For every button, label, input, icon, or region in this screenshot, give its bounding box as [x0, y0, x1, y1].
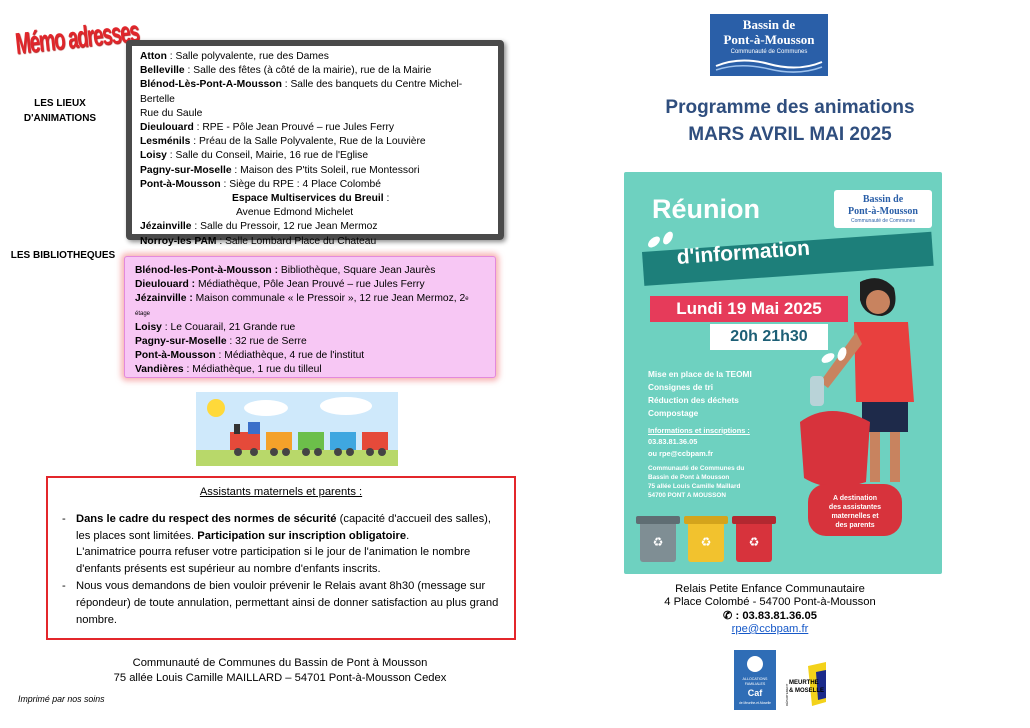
poster-topics	[648, 368, 808, 420]
relais-name: Relais Petite Enfance Communautaire	[675, 583, 865, 595]
train-illustration	[196, 392, 398, 466]
dash-bullet: -	[62, 512, 66, 525]
assistants-bold: Dans le cadre du respect des normes de sécurité	[76, 512, 337, 525]
svg-text:♻: ♻	[748, 535, 760, 549]
lieu-name: Dieulouard	[140, 122, 194, 134]
biblio-detail: : 32 rue de Serre	[226, 336, 307, 348]
poster-address-line: 54700 PONT A MOUSSON	[648, 492, 727, 499]
memo-adresses-title: Mémo adresses	[13, 15, 141, 61]
biblio-name: Pont-à-Mousson	[135, 350, 216, 362]
lieu-detail: : Salle du Pressoir, 12 rue Jean Mermoz	[191, 221, 378, 233]
biblio-detail: Médiathèque, Pôle Jean Prouvé – rue Jules Ferry	[195, 279, 425, 291]
biblio-line	[135, 264, 485, 278]
leaf-icon	[814, 342, 854, 372]
biblio-line	[135, 349, 485, 363]
assistants-item	[60, 578, 502, 628]
lieu-sub-line	[140, 192, 490, 206]
lieu-name: Lesménils	[140, 136, 191, 148]
ccbpam-line: 75 allée Louis Camille MAILLARD – 54701 Pont-à-Mousson Cedex	[113, 672, 447, 684]
lieux-label-line2: D'ANIMATIONS	[23, 113, 97, 124]
dash-bullet: -	[62, 579, 66, 592]
poster-topic: Réduction des déchets	[648, 395, 739, 405]
wheel-icon	[378, 448, 386, 456]
lieu-line	[140, 50, 490, 64]
lieu-name: Espace Multiservices du Breuil	[232, 193, 384, 205]
shirt	[854, 322, 914, 402]
caf-logo	[734, 650, 776, 710]
wheel-icon	[366, 448, 374, 456]
lieu-sub-address: Avenue Edmond Michelet	[236, 207, 354, 219]
logo-line1: Bassin de	[742, 17, 796, 32]
ccbpam-line: Communauté de Communes du Bassin de Pont à Mousson	[132, 657, 428, 669]
poster-logo-line2: Pont-à-Mousson	[847, 206, 919, 217]
programme-title-line2: MARS AVRIL MAI 2025	[688, 124, 892, 145]
svg-text:♻: ♻	[700, 535, 712, 549]
woman-illustration	[790, 272, 942, 502]
mm-line2: & MOSELLE	[789, 688, 825, 694]
lieu-line	[140, 164, 490, 178]
leg	[890, 432, 900, 482]
biblio-detail: Bibliothèque, Square Jean Jaurès	[278, 265, 436, 276]
biblio-line	[135, 335, 485, 349]
lieu-line	[140, 78, 490, 106]
poster-destination-line: maternelles et	[831, 513, 879, 520]
lieu-detail: : Salle polyvalente, rue des Dames	[166, 51, 329, 62]
lieu-line	[140, 135, 490, 149]
lieu-line	[140, 235, 490, 249]
poster-address-line: Communauté de Communes du	[648, 465, 745, 472]
wagon-icon	[266, 432, 292, 450]
lieu-detail: : Salle Lombard Place du Chateau	[216, 235, 377, 247]
wheel-icon	[314, 448, 322, 456]
biblio-detail: : Médiathèque, 4 rue de l'institut	[215, 350, 365, 362]
relais-email-link[interactable]: rpe@ccbpam.fr	[731, 622, 809, 635]
lieu-line	[140, 220, 490, 234]
poster-topic: Consignes de tri	[648, 382, 714, 392]
lieu-name: Blénod-Lès-Pont-A-Mousson	[140, 79, 282, 91]
caf-line2: FAMILIALES	[744, 682, 766, 686]
lieu-detail: :	[383, 193, 390, 205]
programme-title-line1: Programme des animations	[665, 97, 915, 118]
biblio-detail: : Le Couarail, 21 Grande rue	[161, 321, 296, 333]
lieu-detail: : Salle du Conseil, Mairie, 16 rue de l'Eglise	[166, 150, 369, 162]
lieu-name: Atton	[140, 51, 167, 62]
cloud-icon	[244, 400, 288, 416]
assistants-item	[60, 511, 502, 578]
lieu-line	[140, 178, 490, 192]
poster-email: ou rpe@ccbpam.fr	[648, 449, 714, 458]
programme-title	[600, 94, 980, 148]
poster-contact-title: Informations et inscriptions :	[648, 426, 750, 435]
imprime-note: Imprimé par nos soins	[18, 694, 105, 704]
assistants-text: .	[406, 529, 410, 542]
lieu-line	[140, 121, 490, 135]
lieu-line	[140, 149, 490, 163]
lieu-name: Norroy-les PAM	[140, 235, 217, 247]
assistants-box	[46, 476, 516, 640]
assistants-text: Nous vous demandons de bien vouloir prévenir le Relais avant 8h30 (message sur répondeur) de toute annulation, permettant ainsi de donner satisfaction au plus grand nombre.	[76, 579, 499, 626]
biblio-detail: : Médiathèque, 1 rue du tilleul	[183, 364, 322, 376]
meurthe-moselle-logo	[786, 658, 828, 710]
poster-destination-line: des assistantes	[828, 504, 882, 511]
biblio-detail: Maison communale « le Pressoir », 12 rue Jean Mermoz, 2	[192, 293, 466, 305]
lieu-name: Loisy	[140, 150, 167, 162]
poster-address-line: 75 allée Louis Camille Maillard	[648, 483, 741, 490]
lieux-box	[126, 40, 504, 247]
biblio-etage: e étage	[135, 296, 469, 317]
biblio-name: Vandières	[135, 364, 184, 376]
biblio-line	[135, 278, 485, 292]
poster-date: Lundi 19 Mai 2025	[676, 299, 822, 318]
assistants-bold: Participation sur inscription obligatoire	[197, 529, 407, 542]
lieu-line	[140, 107, 490, 121]
poster-reunion-title: Réunion	[652, 194, 760, 224]
biblio-name: Jézainville :	[135, 293, 193, 305]
poster-destination-line: des parents	[835, 522, 875, 529]
leg	[870, 432, 880, 482]
biblio-name: Pagny-sur-Moselle	[135, 336, 227, 348]
biblio-name: Blénod-les-Pont-à-Mousson :	[135, 265, 279, 276]
chimney-icon	[234, 424, 240, 434]
poster-hours: 20h 21h30	[730, 328, 808, 345]
relais-address: 4 Place Colombé - 54700 Pont-à-Mousson	[664, 596, 876, 609]
ccbpam-address	[50, 656, 510, 686]
lieu-detail: Rue du Saule	[140, 107, 203, 119]
lieu-name: Pont-à-Mousson	[140, 178, 221, 190]
biblio-line	[135, 363, 485, 377]
caf-line4: de Meurthe-et-Moselle	[739, 701, 771, 705]
wheel-icon	[270, 448, 278, 456]
assistants-title: Assistants maternels et parents :	[199, 486, 363, 498]
biblio-line	[135, 292, 485, 320]
trash-bag	[800, 411, 870, 487]
biblio-label: LES BIBLIOTHEQUES	[10, 250, 116, 261]
locomotive-cab	[248, 422, 260, 434]
poster-address	[648, 464, 798, 500]
caf-line3: Caf	[747, 688, 763, 698]
bassin-logo	[710, 14, 828, 76]
lieu-detail: : RPE - Pôle Jean Prouvé – rue Jules Ferry	[193, 122, 395, 134]
assistants-text: L'animatrice pourra refuser votre participation si le jour de l'animation le nombre d'enfants présents est supérieur au nombre d'enfants inscrits.	[76, 546, 471, 576]
biblio-line	[135, 321, 485, 335]
mm-line1: MEURTHE	[789, 680, 819, 686]
wheel-icon	[302, 448, 310, 456]
relais-contact	[610, 583, 930, 636]
poster-logo	[834, 190, 932, 228]
poster-logo-line3: Communauté de Communes	[851, 218, 915, 224]
lieu-detail: : Maison des P'tits Soleil, rue Montessori	[231, 164, 420, 176]
svg-text:♻: ♻	[652, 535, 664, 549]
assistants-text: (capacité d'accueil des salles), les places sont limitées.	[76, 512, 492, 542]
relais-phone: ✆ : 03.83.81.36.05	[723, 609, 817, 622]
sun-icon	[207, 399, 225, 417]
poster-destination-line: A destination	[832, 495, 878, 502]
lieux-label-line1: LES LIEUX	[34, 98, 86, 109]
lieu-detail: : Salle des fêtes (à côté de la mairie), rue de la Mairie	[184, 65, 432, 77]
wheel-icon	[234, 448, 242, 456]
bins-illustration	[636, 510, 776, 566]
poster-info-title: d'information	[676, 236, 811, 269]
poster-logo-line1: Bassin de	[862, 194, 904, 205]
lieu-detail: : Siège du RPE : 4 Place Colombé	[220, 178, 381, 190]
poster-contact	[648, 436, 713, 460]
lieu-line	[140, 64, 490, 78]
lieux-label	[14, 96, 106, 126]
poster-topic: Compostage	[648, 408, 699, 418]
caf-emblem-icon	[747, 656, 763, 672]
biblio-name: Dieulouard :	[135, 279, 196, 291]
wagon-icon	[298, 432, 324, 450]
mm-side-label: DÉPARTEMENT	[785, 683, 789, 706]
lieu-name: Jézainville	[140, 221, 192, 233]
lieu-detail: : Salle des banquets du Centre Michel-Bertelle	[140, 79, 463, 105]
lieu-detail: : Préau de la Salle Polyvalente, Rue de la Louvière	[190, 136, 426, 148]
locomotive-icon	[230, 432, 260, 450]
wheel-icon	[334, 448, 342, 456]
wagon-icon	[362, 432, 388, 450]
wagon-icon	[330, 432, 356, 450]
wheel-icon	[282, 448, 290, 456]
cloud-icon	[320, 397, 372, 415]
face	[866, 290, 890, 314]
biblio-name: Loisy	[135, 321, 162, 333]
reunion-poster	[624, 172, 942, 574]
poster-topic: Mise en place de la TEOMI	[648, 369, 752, 379]
poster-destination	[808, 494, 902, 530]
lieu-name: Pagny-sur-Moselle	[140, 164, 232, 176]
poster-address-line: Bassin de Pont à Mousson	[648, 474, 730, 481]
logo-line3: Communauté de Communes	[730, 49, 808, 55]
bottle-icon	[810, 376, 824, 406]
logo-line2: Pont-à-Mousson	[723, 32, 815, 47]
wheel-icon	[346, 448, 354, 456]
caf-line1: ALLOCATIONS	[742, 677, 768, 681]
biblio-box	[124, 256, 496, 378]
poster-phone: 03.83.81.36.05	[648, 437, 698, 446]
wheel-icon	[250, 448, 258, 456]
lieu-name: Belleville	[140, 65, 185, 77]
